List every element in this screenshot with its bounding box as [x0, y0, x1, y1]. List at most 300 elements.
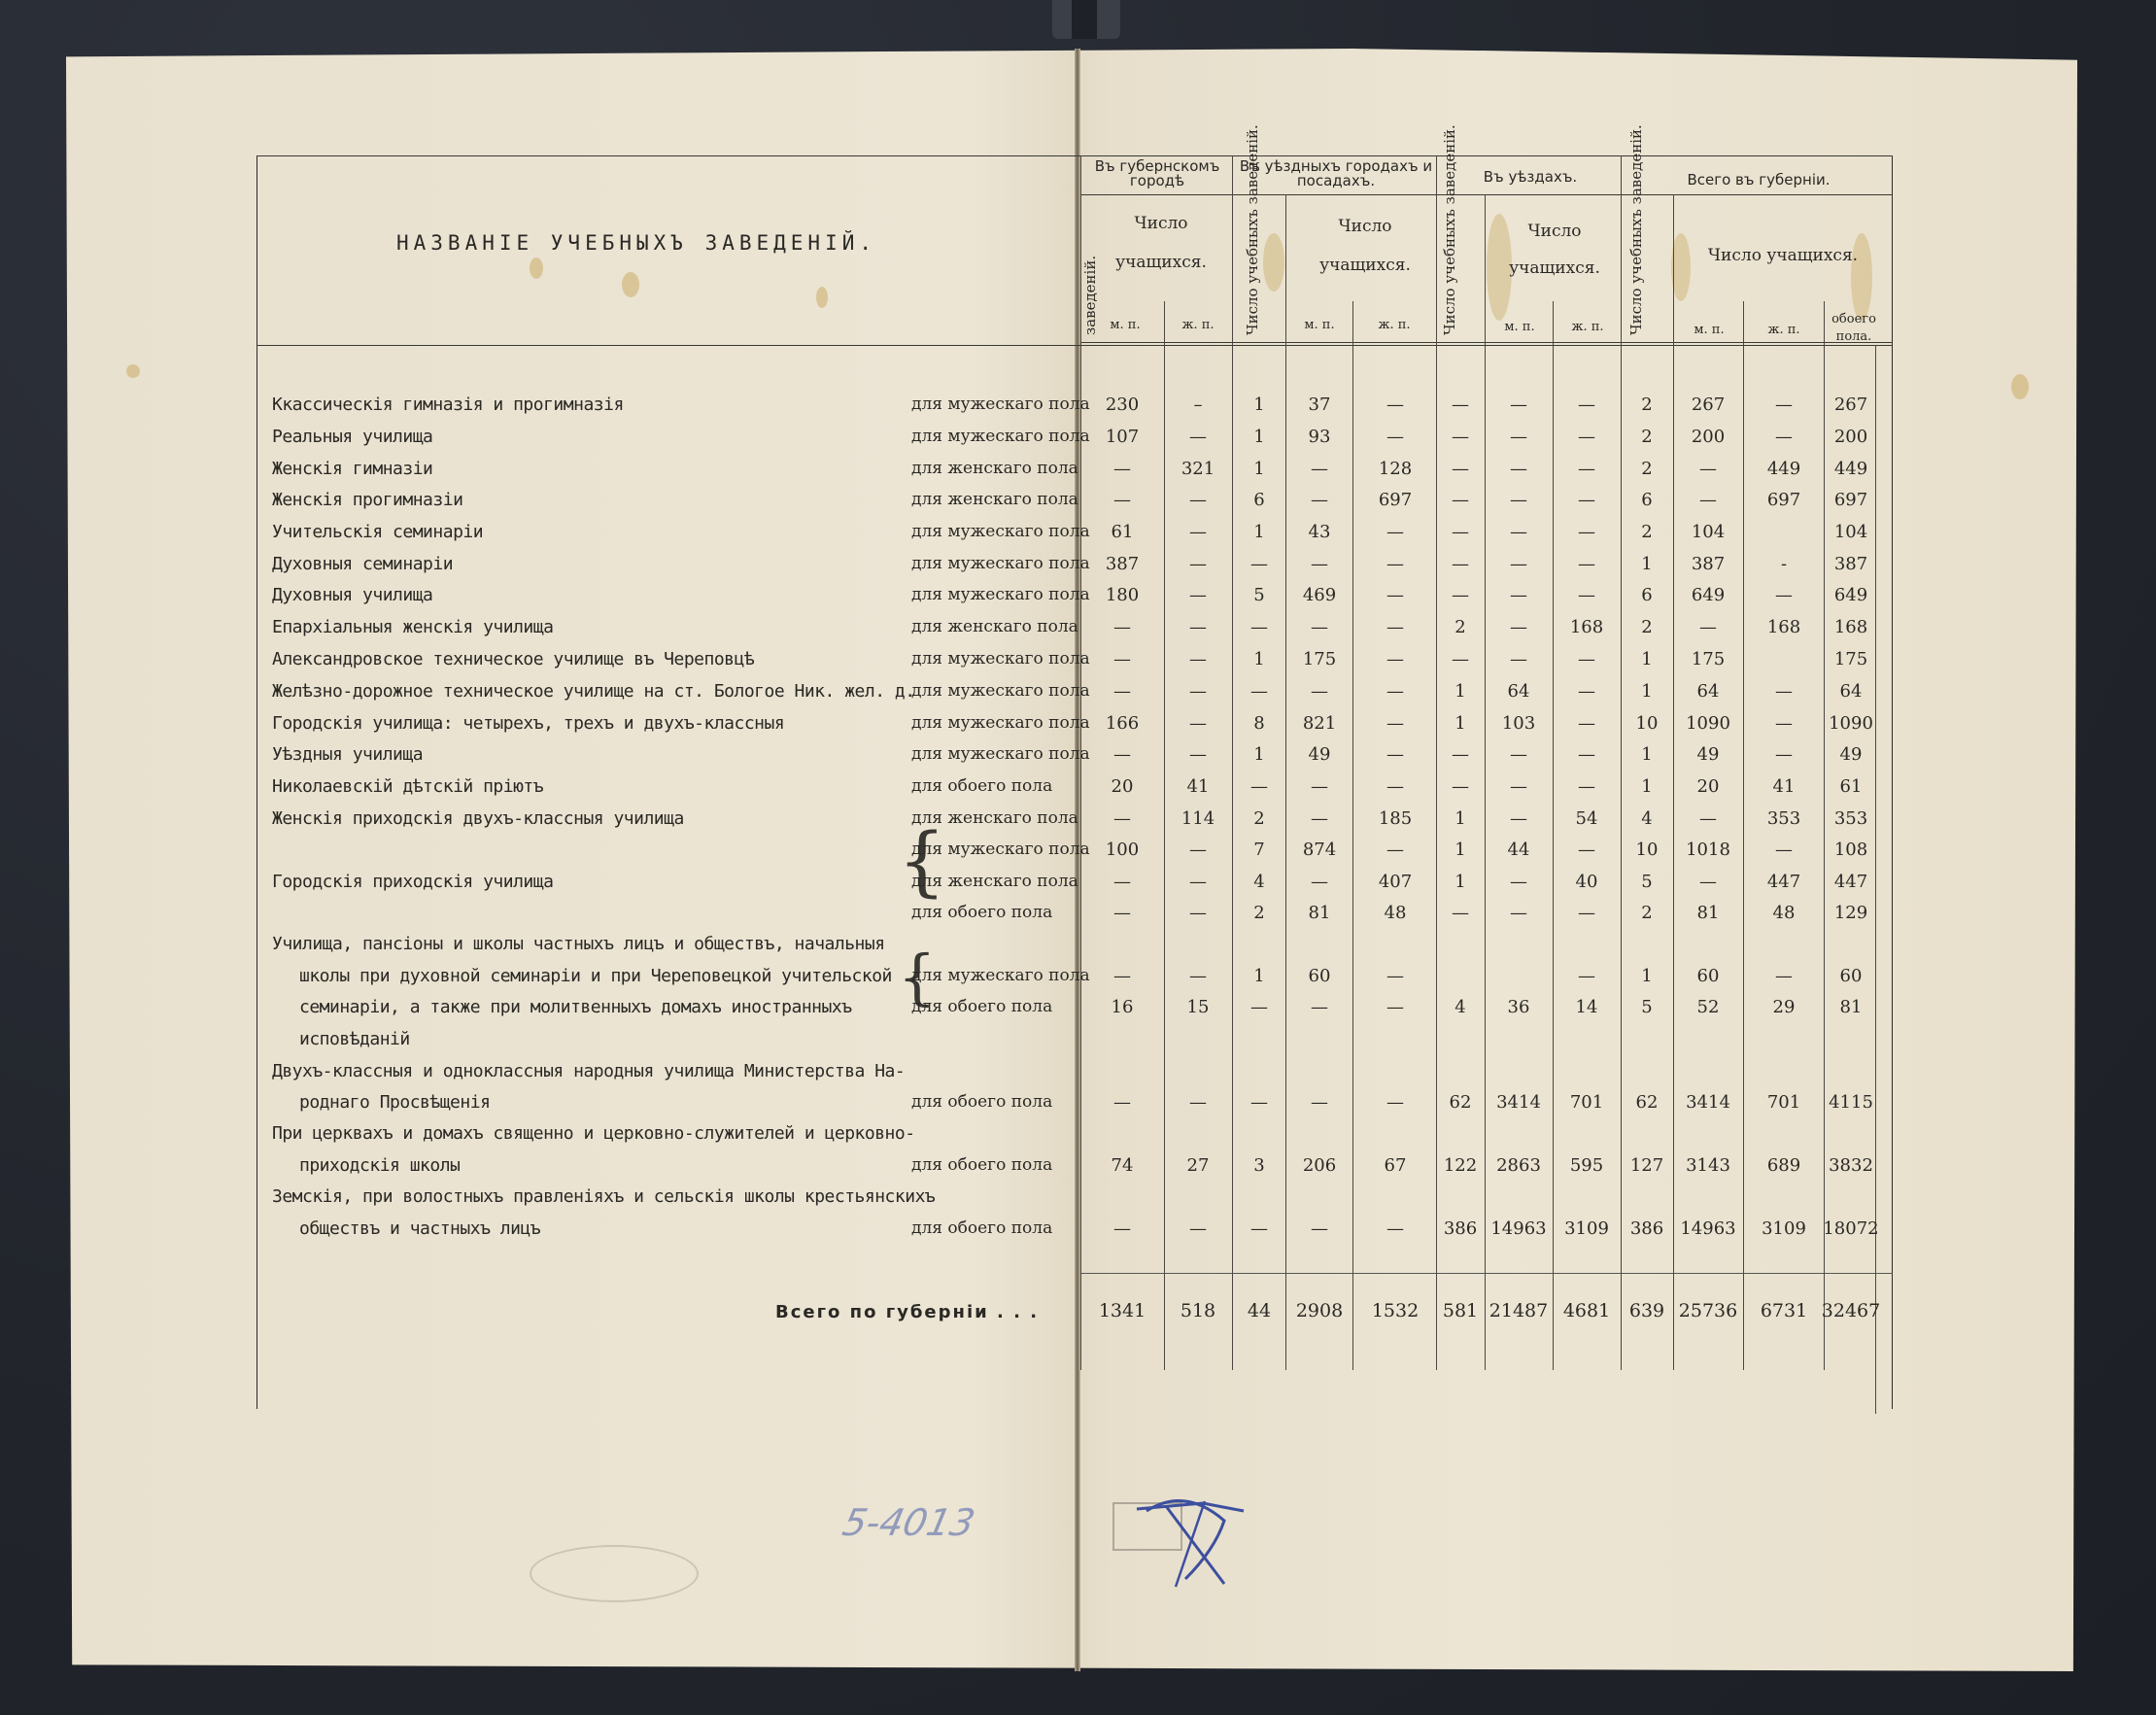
cell-value: 4115	[1829, 1092, 1873, 1113]
cell-value: —	[1452, 585, 1469, 605]
cell-value: 353	[1766, 808, 1801, 829]
cell-value: —	[1113, 617, 1131, 637]
cell-value: —	[1775, 394, 1793, 415]
subheader-zhp: ж. п.	[1767, 323, 1800, 337]
cell-value: 4	[1454, 997, 1466, 1017]
total-cell: 6731	[1760, 1300, 1808, 1321]
cell-value: —	[1189, 872, 1207, 892]
cell-value: —	[1510, 649, 1527, 669]
cell-value: 595	[1569, 1155, 1604, 1176]
cell-value: 3	[1253, 1155, 1265, 1176]
row-sex: для мужескаго пола	[911, 554, 1090, 573]
row-sex: для обоего пола	[911, 997, 1053, 1016]
row-sex: для обоего пола	[911, 1155, 1053, 1175]
row-sex: для мужескаго пола	[911, 649, 1090, 669]
cell-value: —	[1189, 554, 1207, 574]
brace: {	[898, 942, 937, 1012]
cell-value: —	[1386, 554, 1404, 574]
cell-value: —	[1113, 1218, 1131, 1239]
cell-value: 1	[1253, 427, 1265, 447]
cell-value: —	[1311, 459, 1328, 479]
cell-value: —	[1510, 872, 1527, 892]
row-sex: для женскаго пола	[911, 808, 1078, 828]
cell-value: —	[1699, 872, 1717, 892]
cell-value: –	[1193, 394, 1203, 415]
row-sex: для мужескаго пола	[911, 744, 1090, 764]
cell-value: 6	[1641, 585, 1653, 605]
row-sex: для обоего пола	[911, 1092, 1053, 1112]
cell-value: —	[1311, 681, 1328, 702]
row-name: При церквахъ и домахъ священно и церковно-служителей и церковно-	[272, 1123, 915, 1144]
brace: {	[898, 818, 946, 906]
cell-value: —	[1311, 617, 1328, 637]
cell-value: —	[1578, 459, 1595, 479]
cell-value: —	[1386, 585, 1404, 605]
cell-value: —	[1510, 490, 1527, 510]
cell-value: 48	[1384, 903, 1407, 923]
cell-value: —	[1510, 394, 1527, 415]
cell-value: 60	[1308, 966, 1331, 986]
total-rule	[1080, 1273, 1893, 1274]
cell-value: —	[1510, 459, 1527, 479]
cell-value: —	[1311, 808, 1328, 829]
row-sex: для женскаго пола	[911, 459, 1078, 478]
cell-value: —	[1775, 744, 1793, 765]
cell-value: 10	[1635, 840, 1659, 860]
cell-value: 14963	[1490, 1218, 1547, 1239]
cell-value: —	[1578, 903, 1595, 923]
cell-value: —	[1386, 522, 1404, 542]
row-sex: для обоего пола	[911, 903, 1053, 922]
cell-value: 29	[1772, 997, 1796, 1017]
cell-value: —	[1386, 744, 1404, 765]
group-header-uezd-gorod: Въ уѣздныхъ городахъ и посадахъ.	[1239, 157, 1433, 189]
cell-value: —	[1311, 776, 1328, 797]
cell-value: —	[1250, 617, 1268, 637]
row-name: Городскія училища: четырехъ, трехъ и двухъ-классныя	[272, 713, 785, 734]
cell-value: 1	[1454, 713, 1466, 734]
cell-value: —	[1578, 966, 1595, 986]
subheader-chislo-uchashch: Число учащихся.	[1707, 246, 1859, 265]
subheader-chislo-zaved: Число учебныхъ заведеній.	[1627, 124, 1645, 335]
cell-value: —	[1578, 585, 1595, 605]
cell-value: —	[1311, 554, 1328, 574]
cell-value: —	[1189, 585, 1207, 605]
cell-value: —	[1775, 713, 1793, 734]
cell-value: 1	[1454, 840, 1466, 860]
cell-value: 3109	[1762, 1218, 1806, 1239]
cell-value: —	[1452, 522, 1469, 542]
cell-value: 1	[1253, 522, 1265, 542]
cell-value: —	[1250, 1092, 1268, 1113]
total-cell: 2908	[1295, 1300, 1344, 1321]
row-name: Учительскія семинаріи	[272, 522, 484, 542]
cell-value: 1	[1253, 459, 1265, 479]
cell-value: —	[1386, 713, 1404, 734]
cell-value: 321	[1181, 459, 1215, 479]
total-cell: 518	[1180, 1300, 1216, 1321]
cell-value: 61	[1839, 776, 1863, 797]
cell-value: —	[1189, 681, 1207, 702]
cell-value: 6	[1253, 490, 1265, 510]
cell-value: —	[1189, 427, 1207, 447]
total-label: Всего по губерніи . . .	[775, 1302, 1040, 1322]
cell-value: 64	[1839, 681, 1863, 702]
cell-value: —	[1189, 617, 1207, 637]
cell-value: 6	[1641, 490, 1653, 510]
cell-value: 3414	[1686, 1092, 1730, 1113]
cell-value: —	[1113, 744, 1131, 765]
cell-value: 2	[1641, 394, 1653, 415]
cell-value: —	[1510, 903, 1527, 923]
cell-value: 18072	[1823, 1218, 1879, 1239]
cell-value: 200	[1833, 427, 1868, 447]
cell-value: —	[1113, 649, 1131, 669]
cell-value: 62	[1635, 1092, 1659, 1113]
cell-value: —	[1452, 459, 1469, 479]
cell-value: 2	[1641, 427, 1653, 447]
cell-value: 129	[1833, 903, 1868, 923]
row-name: Городскія приходскія училища	[272, 872, 554, 892]
col-line	[1743, 301, 1744, 1370]
cell-value: 447	[1833, 872, 1868, 892]
cell-value: 114	[1181, 808, 1215, 829]
row-sex: для мужескаго пола	[911, 713, 1090, 733]
cell-value: —	[1775, 966, 1793, 986]
cell-value: —	[1510, 554, 1527, 574]
subheader-uchashch: учащихся.	[1115, 253, 1207, 272]
row-name: семинаріи, а также при молитвенныхъ домахъ иностранныхъ	[299, 997, 852, 1017]
cell-value: 122	[1443, 1155, 1478, 1176]
cell-value: 2	[1454, 617, 1466, 637]
row-sex: для мужескаго пола	[911, 966, 1090, 985]
cell-value: —	[1699, 808, 1717, 829]
cell-value: 407	[1378, 872, 1413, 892]
subheader-zavedeniy: заведеній.	[1081, 255, 1099, 335]
row-name: Женскія прогимназіи	[272, 490, 463, 510]
cell-value: 52	[1696, 997, 1720, 1017]
cell-value: 64	[1696, 681, 1720, 702]
row-name: обществъ и частныхъ лицъ	[299, 1218, 541, 1239]
cell-value: 701	[1569, 1092, 1604, 1113]
cell-value: —	[1510, 776, 1527, 797]
cell-value: 5	[1641, 997, 1653, 1017]
cell-value: 41	[1772, 776, 1796, 797]
cell-value: 104	[1833, 522, 1868, 542]
cell-value: 1	[1454, 872, 1466, 892]
cell-value: —	[1386, 617, 1404, 637]
subheader-rule	[1080, 342, 1893, 343]
cell-value: 1	[1253, 744, 1265, 765]
group-header-gubern: Въ губернскомъ городѣ	[1094, 157, 1220, 189]
cell-value: 81	[1839, 997, 1863, 1017]
cell-value: —	[1189, 490, 1207, 510]
cell-value: —	[1113, 681, 1131, 702]
row-name: приходскія школы	[299, 1155, 461, 1176]
cell-value: 41	[1186, 776, 1210, 797]
row-name: Двухъ-классныя и одноклассныя народныя училища Министерства На-	[272, 1061, 906, 1081]
cell-value: —	[1189, 1092, 1207, 1113]
cell-value: —	[1386, 997, 1404, 1017]
row-name: Александровское техническое училище въ Череповцѣ	[272, 649, 755, 669]
row-name: Епархіальныя женскія училища	[272, 617, 554, 637]
cell-value: —	[1386, 840, 1404, 860]
cell-value: 1	[1454, 681, 1466, 702]
row-name: Женскія гимназіи	[272, 459, 433, 479]
row-name: Училища, пансіоны и школы частныхъ лицъ и обществъ, начальныя	[272, 934, 885, 954]
cell-value: 44	[1507, 840, 1530, 860]
row-name: Женскія приходскія двухъ-классныя училища	[272, 808, 684, 829]
cell-value: —	[1311, 1218, 1328, 1239]
row-name: Уѣздныя училища	[272, 744, 424, 765]
cell-value: —	[1452, 490, 1469, 510]
cell-value: 168	[1766, 617, 1801, 637]
cell-value: —	[1452, 903, 1469, 923]
cell-value: 175	[1691, 649, 1726, 669]
cell-value: 7	[1253, 840, 1265, 860]
cell-value: 5	[1253, 585, 1265, 605]
cell-value: 697	[1766, 490, 1801, 510]
row-sex: для мужескаго пола	[911, 585, 1090, 604]
cell-value: —	[1578, 554, 1595, 574]
total-cell: 1532	[1371, 1300, 1420, 1321]
cell-value: 5	[1641, 872, 1653, 892]
binding-clip	[1052, 0, 1120, 39]
cell-value: 649	[1833, 585, 1868, 605]
cell-value: 821	[1302, 713, 1337, 734]
inventory-stamp: 5-4013	[838, 1501, 979, 1544]
cell-value: 107	[1105, 427, 1140, 447]
cell-value: 127	[1629, 1155, 1664, 1176]
cell-value: 386	[1443, 1218, 1478, 1239]
cell-value: —	[1578, 522, 1595, 542]
cell-value: 185	[1378, 808, 1413, 829]
cell-value: —	[1386, 394, 1404, 415]
cell-value: —	[1578, 427, 1595, 447]
cell-value: 1	[1253, 394, 1265, 415]
cell-value: 175	[1833, 649, 1868, 669]
cell-value: 353	[1833, 808, 1868, 829]
cell-value: 49	[1308, 744, 1331, 765]
cell-value: 81	[1696, 903, 1720, 923]
cell-value: 230	[1105, 394, 1140, 415]
cell-value: —	[1775, 840, 1793, 860]
total-cell: 21487	[1489, 1300, 1549, 1321]
cell-value: —	[1775, 585, 1793, 605]
cell-value: 166	[1105, 713, 1140, 734]
cell-value: 15	[1186, 997, 1210, 1017]
cell-value: 1	[1641, 554, 1653, 574]
cell-value: —	[1250, 1218, 1268, 1239]
cell-value: 697	[1833, 490, 1868, 510]
cell-value: —	[1189, 649, 1207, 669]
cell-value: 180	[1105, 585, 1140, 605]
cell-value: —	[1386, 681, 1404, 702]
cell-value: —	[1578, 744, 1595, 765]
cell-value: —	[1578, 776, 1595, 797]
cell-value: —	[1113, 872, 1131, 892]
total-cell: 4681	[1562, 1300, 1611, 1321]
cell-value: —	[1578, 840, 1595, 860]
cell-value: 4	[1641, 808, 1653, 829]
total-cell: 639	[1628, 1300, 1665, 1321]
cell-value: 1090	[1829, 713, 1873, 734]
cell-value: —	[1452, 649, 1469, 669]
cell-value: —	[1452, 744, 1469, 765]
cell-value: 267	[1833, 394, 1868, 415]
cell-value: 20	[1696, 776, 1720, 797]
cell-value: —	[1699, 490, 1717, 510]
subheader-mp: м. п.	[1304, 318, 1335, 332]
subheader-uchashch: учащихся.	[1319, 256, 1411, 275]
cell-value: 387	[1691, 554, 1726, 574]
cell-value: —	[1510, 808, 1527, 829]
subheader-chislo-zaved: Число учебныхъ заведеній.	[1244, 124, 1261, 335]
cell-value: 3143	[1686, 1155, 1730, 1176]
cell-value: 3414	[1496, 1092, 1541, 1113]
cell-value: —	[1189, 744, 1207, 765]
cell-value: —	[1386, 427, 1404, 447]
cell-value: 168	[1569, 617, 1604, 637]
cell-value: —	[1578, 649, 1595, 669]
cell-value: —	[1775, 427, 1793, 447]
cell-value: 40	[1575, 872, 1598, 892]
subheader-mp: м. п.	[1110, 318, 1141, 332]
total-cell: 44	[1247, 1300, 1272, 1321]
cell-value: 206	[1302, 1155, 1337, 1176]
cell-value: —	[1386, 649, 1404, 669]
table-title: НАЗВАНІЕ УЧЕБНЫХЪ ЗАВЕДЕНІЙ.	[396, 231, 877, 255]
cell-value: 2	[1641, 459, 1653, 479]
cell-value: 74	[1111, 1155, 1134, 1176]
cell-value: —	[1452, 776, 1469, 797]
subheader-obo: обоего	[1831, 312, 1876, 326]
total-cell: 25736	[1678, 1300, 1738, 1321]
cell-value: 108	[1833, 840, 1868, 860]
cell-value: 2	[1253, 808, 1265, 829]
row-sex: для мужескаго пола	[911, 522, 1090, 541]
cell-value: —	[1250, 997, 1268, 1017]
stain	[126, 364, 140, 378]
cell-value: 60	[1696, 966, 1720, 986]
cell-value: —	[1113, 1092, 1131, 1113]
row-sex: для женскаго пола	[911, 490, 1078, 509]
cell-value: 81	[1308, 903, 1331, 923]
cell-value: 60	[1839, 966, 1863, 986]
cell-value: 449	[1833, 459, 1868, 479]
cell-value: 104	[1691, 522, 1726, 542]
cell-value: —	[1250, 681, 1268, 702]
row-name: исповѣданій	[299, 1029, 410, 1049]
cell-value: —	[1311, 490, 1328, 510]
group-header-uezdy: Въ уѣздахъ.	[1483, 168, 1578, 186]
cell-value: 14	[1575, 997, 1598, 1017]
subheader-chislo: Число	[1338, 217, 1392, 236]
cell-value: 16	[1111, 997, 1134, 1017]
cell-value: —	[1113, 808, 1131, 829]
row-sex: для женскаго пола	[911, 617, 1078, 636]
cell-value: —	[1250, 554, 1268, 574]
row-sex: для мужескаго пола	[911, 427, 1090, 446]
cell-value: 1	[1641, 776, 1653, 797]
subheader-pola: пола.	[1835, 329, 1872, 344]
cell-value: 64	[1507, 681, 1530, 702]
cell-value: —	[1510, 585, 1527, 605]
cell-value: 1	[1253, 649, 1265, 669]
cell-value: —	[1452, 394, 1469, 415]
subheader-chislo: Число	[1134, 214, 1188, 233]
cell-value: 200	[1691, 427, 1726, 447]
library-stamp	[1108, 1492, 1253, 1589]
cell-value: 27	[1186, 1155, 1210, 1176]
group-rule	[1080, 194, 1893, 195]
cell-value: 37	[1308, 394, 1331, 415]
cell-value: —	[1452, 554, 1469, 574]
cell-value: 48	[1772, 903, 1796, 923]
row-name: роднаго Просвѣщенія	[299, 1092, 491, 1113]
cell-value: 1	[1641, 744, 1653, 765]
cell-value: 447	[1766, 872, 1801, 892]
row-name: Духовныя училища	[272, 585, 433, 605]
cell-value: —	[1510, 744, 1527, 765]
row-sex: для мужескаго пола	[911, 840, 1090, 859]
row-name: школы при духовной семинаріи и при Череповецкой учительской	[299, 966, 892, 986]
cell-value: 1090	[1686, 713, 1730, 734]
cell-value: 43	[1308, 522, 1331, 542]
row-sex: для мужескаго пола	[911, 681, 1090, 701]
cell-value: -	[1780, 554, 1788, 574]
row-name: Духовныя семинаріи	[272, 554, 454, 574]
cell-value: 3109	[1564, 1218, 1609, 1239]
group-header-total: Всего въ губерніи.	[1687, 171, 1831, 189]
cell-value: 649	[1691, 585, 1726, 605]
cell-value: —	[1452, 427, 1469, 447]
cell-value: 1018	[1686, 840, 1730, 860]
row-name: Реальныя училища	[272, 427, 433, 447]
cell-value: —	[1250, 776, 1268, 797]
subheader-zhp: ж. п.	[1571, 320, 1604, 334]
total-cell: 1341	[1098, 1300, 1146, 1321]
row-name: Желѣзно-дорожное техническое училище на ст. Бологое Ник. жел. д.	[272, 681, 915, 702]
cell-value: —	[1189, 966, 1207, 986]
row-sex: для женскаго пола	[911, 872, 1078, 891]
cell-value: 2	[1641, 617, 1653, 637]
row-sex: для обоего пола	[911, 1218, 1053, 1238]
cell-value: —	[1578, 490, 1595, 510]
total-cell: 32467	[1821, 1300, 1881, 1321]
cell-value: —	[1311, 872, 1328, 892]
cell-value: 10	[1635, 713, 1659, 734]
cell-value: —	[1113, 903, 1131, 923]
row-sex: для мужескаго пола	[911, 394, 1090, 414]
cell-value: —	[1189, 522, 1207, 542]
cell-value: 49	[1696, 744, 1720, 765]
cell-value: 93	[1308, 427, 1331, 447]
header-bottom-rule	[257, 345, 1893, 346]
cell-value: 2	[1641, 522, 1653, 542]
cell-value: —	[1189, 840, 1207, 860]
cell-value: 103	[1501, 713, 1536, 734]
cell-value: 689	[1766, 1155, 1801, 1176]
cell-value: 128	[1378, 459, 1413, 479]
cell-value: —	[1510, 427, 1527, 447]
cell-value: 49	[1839, 744, 1863, 765]
cell-value: 469	[1302, 585, 1337, 605]
cell-value: —	[1189, 903, 1207, 923]
cell-value: —	[1699, 459, 1717, 479]
cell-value: 874	[1302, 840, 1337, 860]
cell-value: 67	[1384, 1155, 1407, 1176]
